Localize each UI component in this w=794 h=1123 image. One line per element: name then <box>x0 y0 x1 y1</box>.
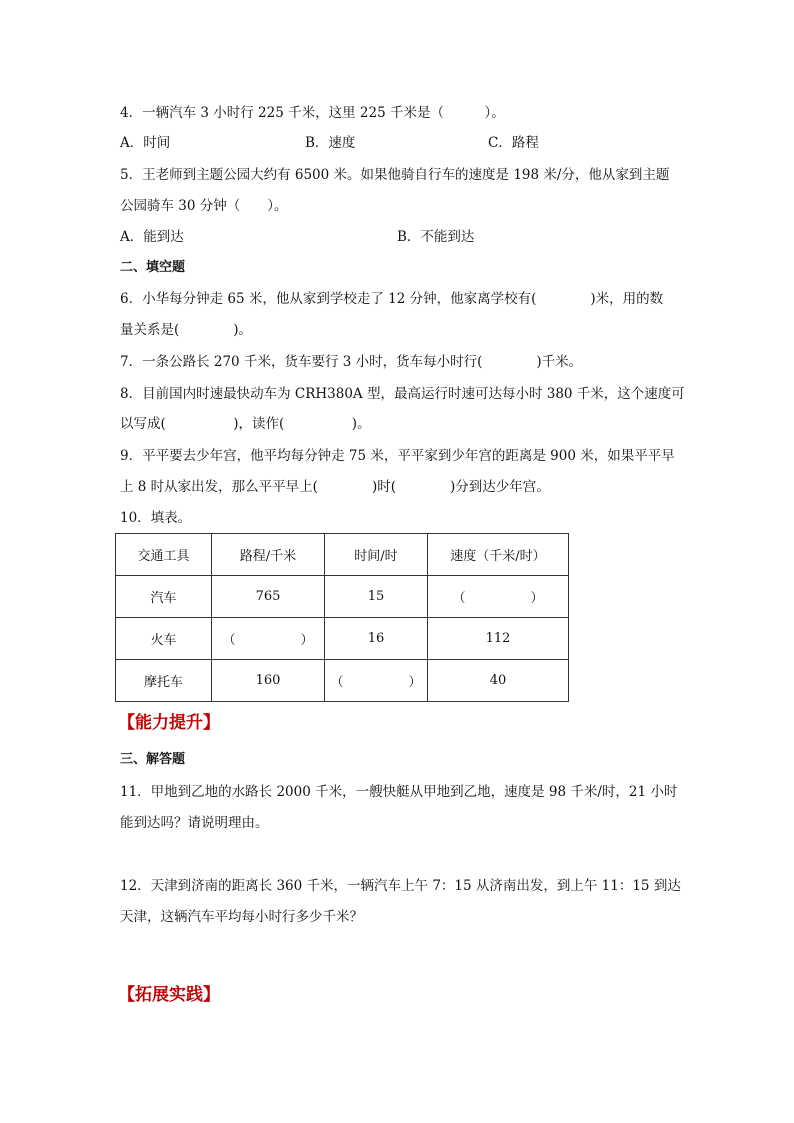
q7-text: 7．一条公路长 270 千米，货车要行 3 小时，货车每小时行( )千米。 <box>120 354 583 370</box>
table-cell: 160 <box>212 660 325 702</box>
table-cell: 40 <box>428 660 569 702</box>
q5-option-a: A．能到达 <box>120 229 184 245</box>
q9-line2: 上 8 时从家出发，那么平平早上( )时( )分到达少年宫。 <box>120 479 550 495</box>
q9-line1: 9．平平要去少年宫，他平均每分钟走 75 米，平平家到少年宫的距离是 900 米，如果平平早 <box>120 448 675 464</box>
q5-option-b: B．不能到达 <box>397 229 475 245</box>
table-row <box>116 576 569 618</box>
extension-title: 【拓展实践】 <box>118 985 220 1005</box>
table-cell: 汽车 <box>116 576 212 618</box>
fill-table <box>115 533 569 702</box>
q5-line2: 公园骑车 30 分钟（ ）。 <box>120 198 288 214</box>
q12-line2: 天津，这辆汽车平均每小时行多少千米？ <box>120 909 363 925</box>
table-cell: 摩托车 <box>116 660 212 702</box>
q10-text: 10．填表。 <box>120 510 192 526</box>
q4-option-b: B．速度 <box>305 135 356 151</box>
q11-line1: 11．甲地到乙地的水路长 2000 千米，一艘快艇从甲地到乙地，速度是 98 千米/时，21 小时 <box>120 784 678 800</box>
q11-line2: 能到达吗？请说明理由。 <box>120 815 269 831</box>
table-cell: 112 <box>428 618 569 660</box>
q5-line1: 5．王老师到主题公园大约有 6500 米。如果他骑自行车的速度是 198 米/分，他从家到主题 <box>120 167 670 183</box>
ability-title: 【能力提升】 <box>118 713 220 733</box>
table-header-cell: 速度（千米/时） <box>428 534 569 576</box>
q4-text: 4．一辆汽车 3 小时行 225 千米，这里 225 千米是（ ）。 <box>120 105 505 121</box>
table-row <box>116 618 569 660</box>
table-header-cell: 路程/千米 <box>212 534 325 576</box>
q12-line1: 12．天津到济南的距离长 360 千米，一辆汽车上午 7：15 从济南出发，到上午 11：15 到达 <box>120 878 681 894</box>
q4-option-c: C．路程 <box>488 135 539 151</box>
table-cell: （ ） <box>212 618 325 660</box>
table-header-cell: 时间/时 <box>325 534 428 576</box>
q4-option-a: A．时间 <box>120 135 171 151</box>
table-cell: 火车 <box>116 618 212 660</box>
table-cell: （ ） <box>325 660 428 702</box>
table-row <box>116 660 569 702</box>
q8-line2: 以写成( )，读作( )。 <box>120 416 371 432</box>
section2-title: 二、填空题 <box>120 260 186 275</box>
section3-title: 三、解答题 <box>120 752 186 767</box>
table-header-row <box>116 534 569 576</box>
table-header-cell: 交通工具 <box>116 534 212 576</box>
q8-line1: 8．目前国内时速最快动车为 CRH380A 型，最高运行时速可达每小时 380 千米，这个速度可 <box>120 386 685 402</box>
q6-line1: 6．小华每分钟走 65 米，他从家到学校走了 12 分钟，他家离学校有( )米，用的数 <box>120 291 664 307</box>
table-cell: （ ） <box>428 576 569 618</box>
table-cell: 16 <box>325 618 428 660</box>
table-cell: 765 <box>212 576 325 618</box>
table-cell: 15 <box>325 576 428 618</box>
q6-line2: 量关系是( )。 <box>120 322 253 338</box>
